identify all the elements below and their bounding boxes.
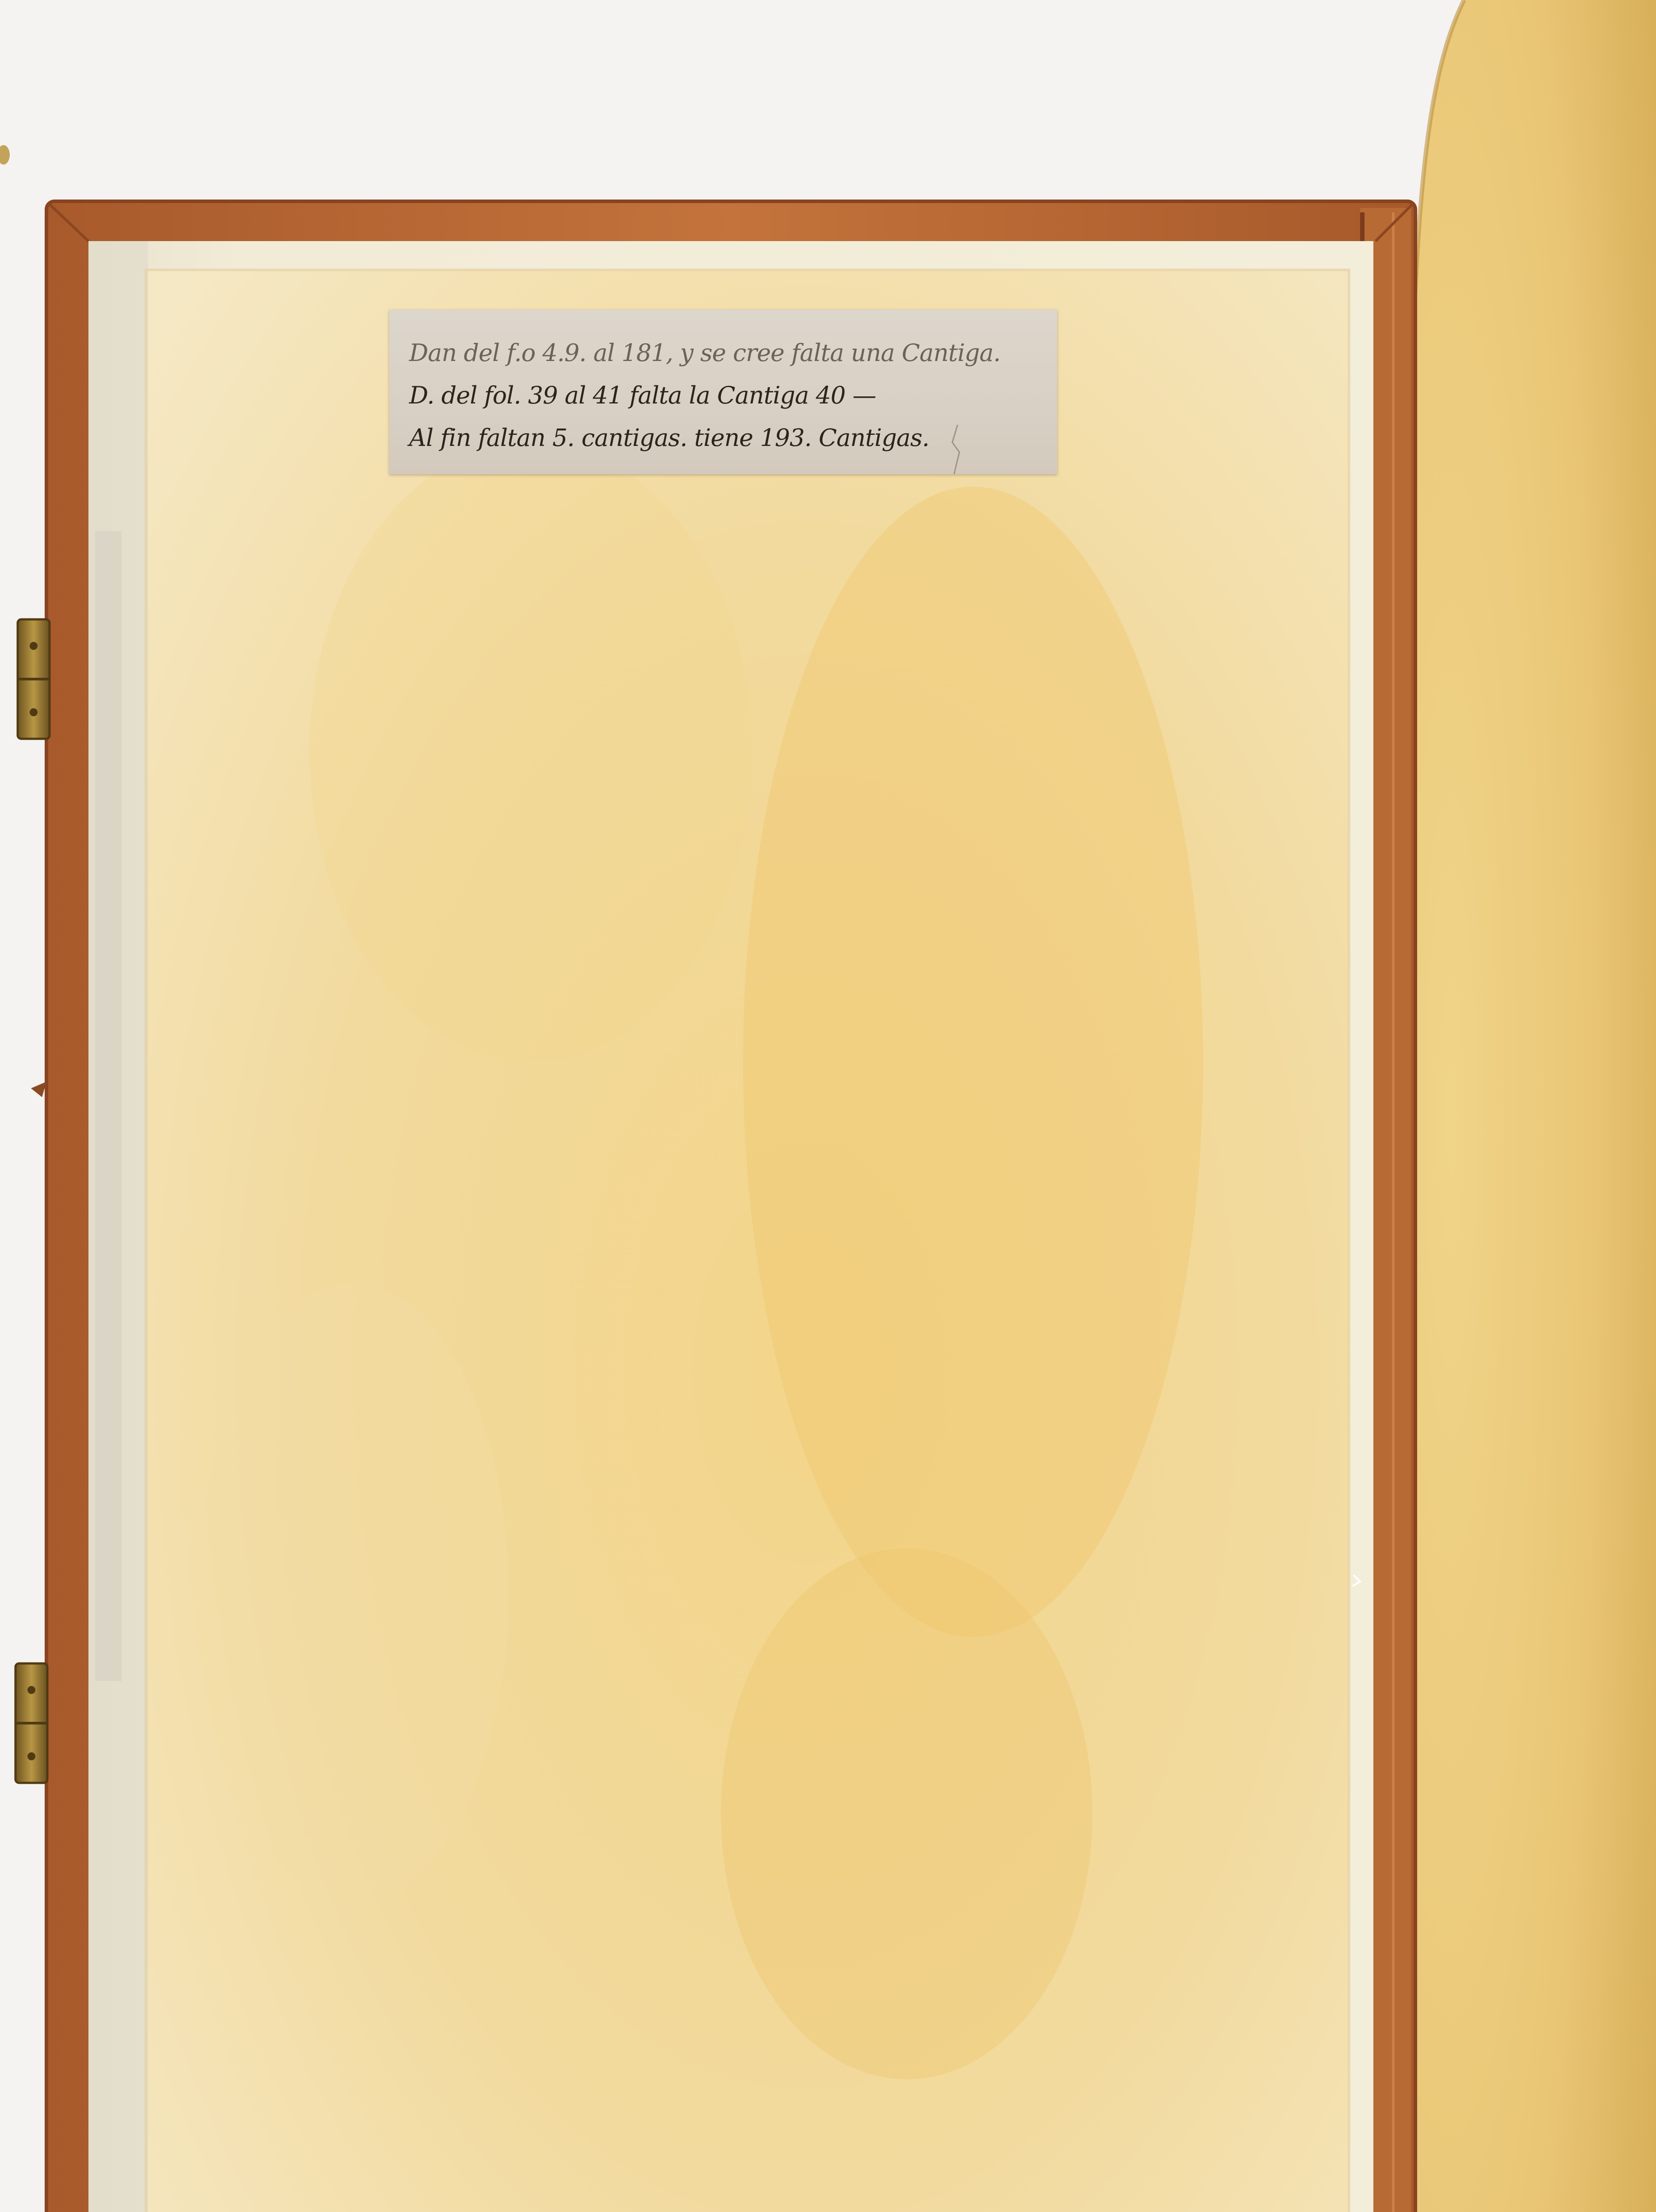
end-leaf: [1400, 0, 1656, 2212]
label-line-2: D. del fol. 39 al 41 falta la Cantiga 40 —: [409, 381, 876, 409]
label-line-1: Dan del f.o 4.9. al 181, y se cree falta una Cantiga.: [409, 339, 1000, 367]
clasp-hinge-top: [18, 619, 50, 739]
label-line-3: Al fin faltan 5. cantigas. tiene 193. Cantigas.: [409, 424, 929, 452]
clasp-hinge-bottom: [15, 1663, 47, 1783]
pastedown: [88, 241, 1373, 2212]
label-tear: [949, 425, 966, 474]
